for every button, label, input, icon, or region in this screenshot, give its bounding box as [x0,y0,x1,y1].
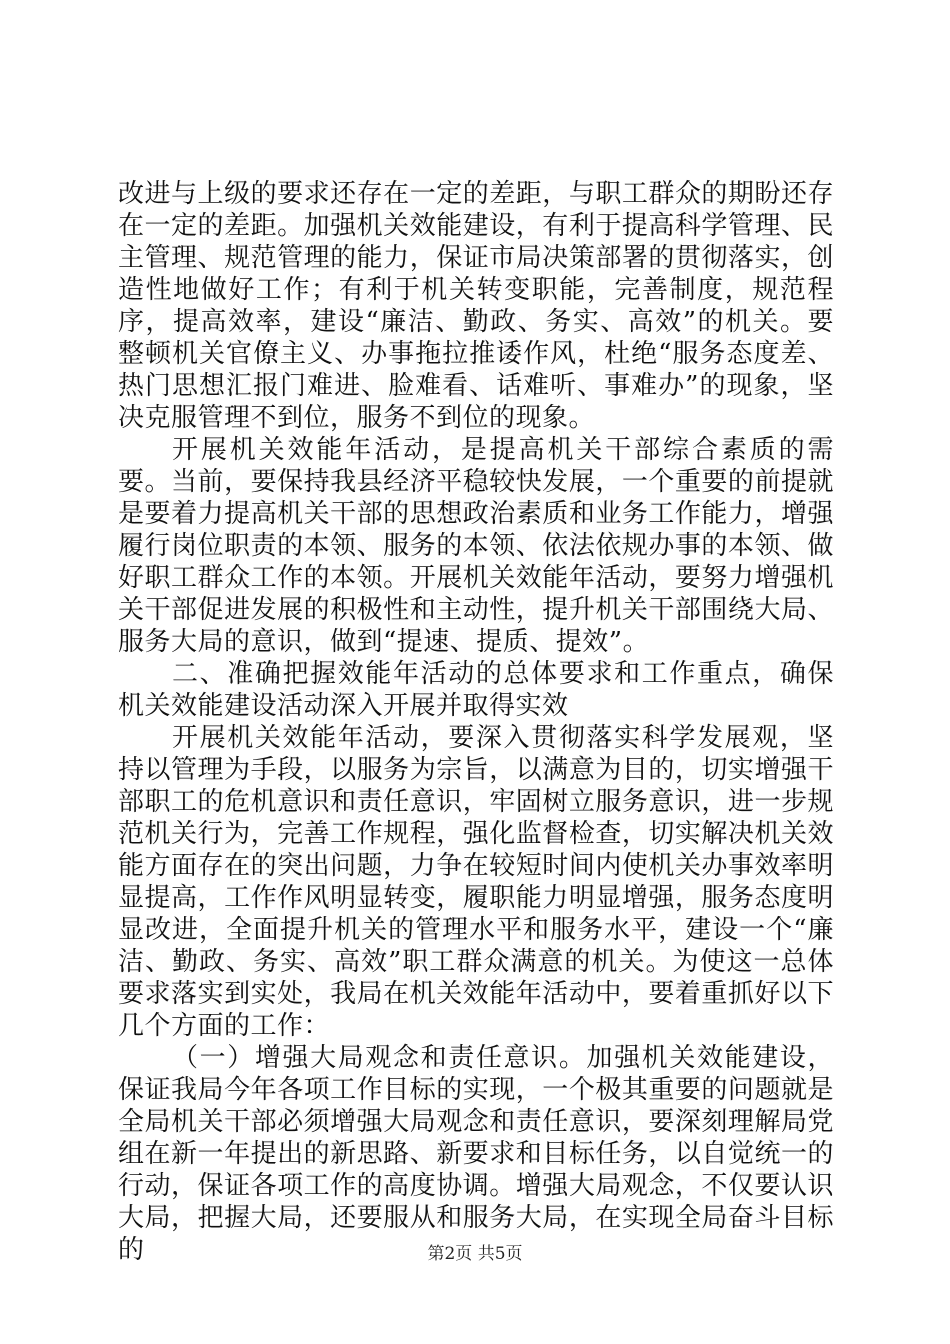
paragraph-3: 开展机关效能年活动，要深入贯彻落实科学发展观，坚持以管理为手段，以服务为宗旨，以满意为目的，切实增强干部职工的危机意识和责任意识，牢固树立服务意识，进一步规范机关行为，完善工作规程，强化监督检查，切实解决机关效能方面存在的突出问题，力争在较短时间内使机关办事效率明显提高，工作作风明显转变，履职能力明显增强，服务态度明显改进，全面提升机关的管理水平和服务水平，建设一个“廉洁、勤政、务实、高效”职工群众满意的机关。为使这一总体要求落实到实处，我局在机关效能年活动中，要着重抓好以下几个方面的工作： [118,723,834,1041]
paragraph-1: 改进与上级的要求还存在一定的差距，与职工群众的期盼还存在一定的差距。加强机关效能建设，有利于提高科学管理、民主管理、规范管理的能力，保证市局决策部署的贯彻落实，创造性地做好工作；有利于机关转变职能，完善制度，规范程序，提高效率，建设“廉洁、勤政、务实、高效”的机关。要整顿机关官僚主义、办事拖拉推诿作风，杜绝“服务态度差、热门思想汇报门难进、脸难看、话难听、事难办”的现象，坚决克服管理不到位，服务不到位的现象。 [118,179,834,433]
paragraph-4: （一）增强大局观念和责任意识。加强机关效能建设，保证我局今年各项工作目标的实现，一个极其重要的问题就是全局机关干部必须增强大局观念和责任意识，要深刻理解局党组在新一年提出的新思路、新要求和目标任务，以自觉统一的行动，保证各项工作的高度协调。增强大局观念，不仅要认识大局，把握大局，还要服从和服务大局，在实现全局奋斗目标的 [118,1043,834,1265]
document-body [118,178,834,1266]
section-heading-2: 二、准确把握效能年活动的总体要求和工作重点，确保机关效能建设活动深入开展并取得实效 [118,659,834,721]
page-footer: 第2页 共5页 [427,1244,523,1264]
paragraph-2: 开展机关效能年活动，是提高机关干部综合素质的需要。当前，要保持我县经济平稳较快发展，一个重要的前提就是要着力提高机关干部的思想政治素质和业务工作能力，增强履行岗位职责的本领、服务的本领、依法依规办事的本领、做好职工群众工作的本领。开展机关效能年活动，要努力增强机关干部促进发展的积极性和主动性，提升机关干部围绕大局、服务大局的意识，做到“提速、提质、提效”。 [118,435,834,657]
